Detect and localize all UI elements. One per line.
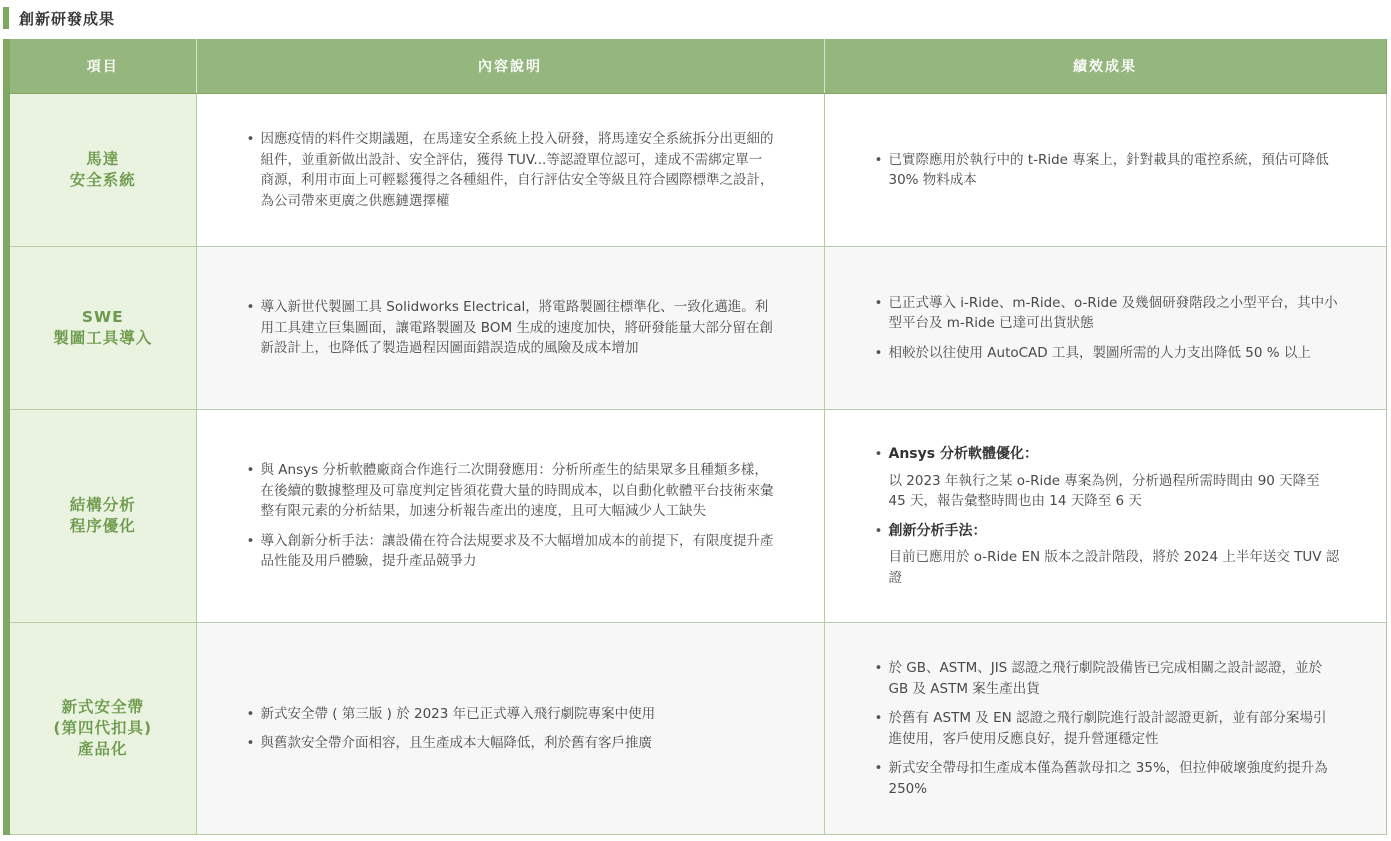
description-cell	[196, 623, 824, 835]
description-cell	[196, 94, 824, 247]
table-row	[10, 623, 1386, 835]
item-name-line: 程序優化	[69, 517, 136, 535]
item-name-line: 馬達	[86, 150, 120, 168]
item-cell	[10, 623, 196, 835]
results-list	[875, 658, 1340, 799]
section-title: 創新研發成果	[19, 9, 116, 28]
result-item	[875, 444, 1340, 512]
item-name-line: (第四代扣具)	[53, 719, 153, 737]
section-accent-bar	[3, 7, 9, 29]
result-item: • 新式安全帶母扣生產成本僅為舊款母扣之 35%，但拉伸破壞強度約提升為 250%	[875, 758, 1340, 799]
item-name-line: 新式安全帶	[61, 698, 144, 716]
description-item: • 導入新世代製圖工具 Solidworks Electrical，將電路製圖往標準化、一致化邁進。利用工具建立巨集圖面，讓電路製圖及 BOM 生成的速度加快，將研發能量大部分留在創新設計上，也降低了製造過程因圖面錯誤造成的風險及成本增加	[247, 297, 776, 359]
results-list	[875, 444, 1340, 588]
results-cell	[824, 94, 1386, 247]
results-list	[875, 150, 1340, 191]
description-item: • 導入創新分析手法：讓設備在符合法規要求及不大幅增加成本的前提下，有限度提升產品性能及用戶體驗，提升產品競爭力	[247, 531, 776, 572]
header-description: 內容說明	[196, 39, 824, 94]
results-cell	[824, 623, 1386, 835]
description-list	[247, 129, 776, 211]
description-list	[247, 460, 776, 572]
result-subheading: • 創新分析手法：	[888, 522, 987, 539]
result-item: • 於 GB、ASTM、JIS 認證之飛行劇院設備皆已完成相關之設計認證，並於 GB 及 ASTM 案生產出貨	[875, 658, 1340, 699]
header-results: 績效成果	[824, 39, 1386, 94]
header-item: 項目	[10, 39, 196, 94]
result-text: 以 2023 年執行之某 o-Ride 專案為例，分析過程所需時間由 90 天降至 45 天，報告彙整時間也由 14 天降至 6 天	[888, 472, 1320, 509]
results-table-container	[3, 39, 1386, 835]
item-name-line: 產品化	[77, 740, 128, 758]
item-cell	[10, 247, 196, 410]
table-row	[10, 94, 1386, 247]
description-cell	[196, 247, 824, 410]
table-row	[10, 410, 1386, 623]
description-list	[247, 297, 776, 359]
section-header	[3, 7, 115, 29]
description-list	[247, 704, 776, 754]
result-text: 目前已應用於 o-Ride EN 版本之設計階段，將於 2024 上半年送交 TUV 認證	[888, 549, 1340, 586]
description-cell	[196, 410, 824, 623]
item-name-line: 安全系統	[69, 171, 136, 189]
result-item: • 於舊有 ASTM 及 EN 認證之飛行劇院進行設計認證更新，並有部分案場引進使用，客戶使用反應良好，提升營運穩定性	[875, 708, 1340, 749]
item-name-line: 製圖工具導入	[53, 329, 153, 347]
result-item	[875, 521, 1340, 589]
table-header-row	[10, 39, 1386, 94]
result-item: • 已實際應用於執行中的 t-Ride 專案上，針對載具的電控系統，預估可降低 30% 物料成本	[875, 150, 1340, 191]
item-name-line: SWE	[81, 308, 124, 326]
description-item: • 與 Ansys 分析軟體廠商合作進行二次開發應用：分析所產生的結果眾多且種類多樣，在後續的數據整理及可靠度判定皆須花費大量的時間成本，以自動化軟體平台技術來彙整有限元素的分析結果，加速分析報告產出的速度，且可大幅減少人工缺失	[247, 460, 776, 522]
item-cell	[10, 410, 196, 623]
result-subheading: • Ansys 分析軟體優化：	[888, 446, 1038, 462]
results-list	[875, 293, 1340, 364]
item-name-line: 結構分析	[69, 496, 136, 514]
table-row	[10, 247, 1386, 410]
result-item: • 相較於以往使用 AutoCAD 工具，製圖所需的人力支出降低 50 % 以上	[875, 343, 1340, 364]
results-table	[10, 39, 1387, 835]
result-item: • 已正式導入 i-Ride、m-Ride、o-Ride 及幾個研發階段之小型平台，其中小型平台及 m-Ride 已達可出貨狀態	[875, 293, 1340, 334]
results-cell	[824, 247, 1386, 410]
description-item: • 因應疫情的料件交期議題，在馬達安全系統上投入研發，將馬達安全系統拆分出更細的組件，並重新做出設計、安全評估，獲得 TUV...等認證單位認可，達成不需綁定單一商源，利用市面上可輕鬆獲得之各種組件，自行評估安全等級且符合國際標準之設計，為公司帶來更廣之供應鏈選擇權	[247, 129, 776, 211]
item-cell	[10, 94, 196, 247]
results-cell	[824, 410, 1386, 623]
description-item: • 與舊款安全帶介面相容，且生產成本大幅降低，利於舊有客戶推廣	[247, 733, 776, 754]
description-item: • 新式安全帶 ( 第三版 ) 於 2023 年已正式導入飛行劇院專案中使用	[247, 704, 776, 725]
